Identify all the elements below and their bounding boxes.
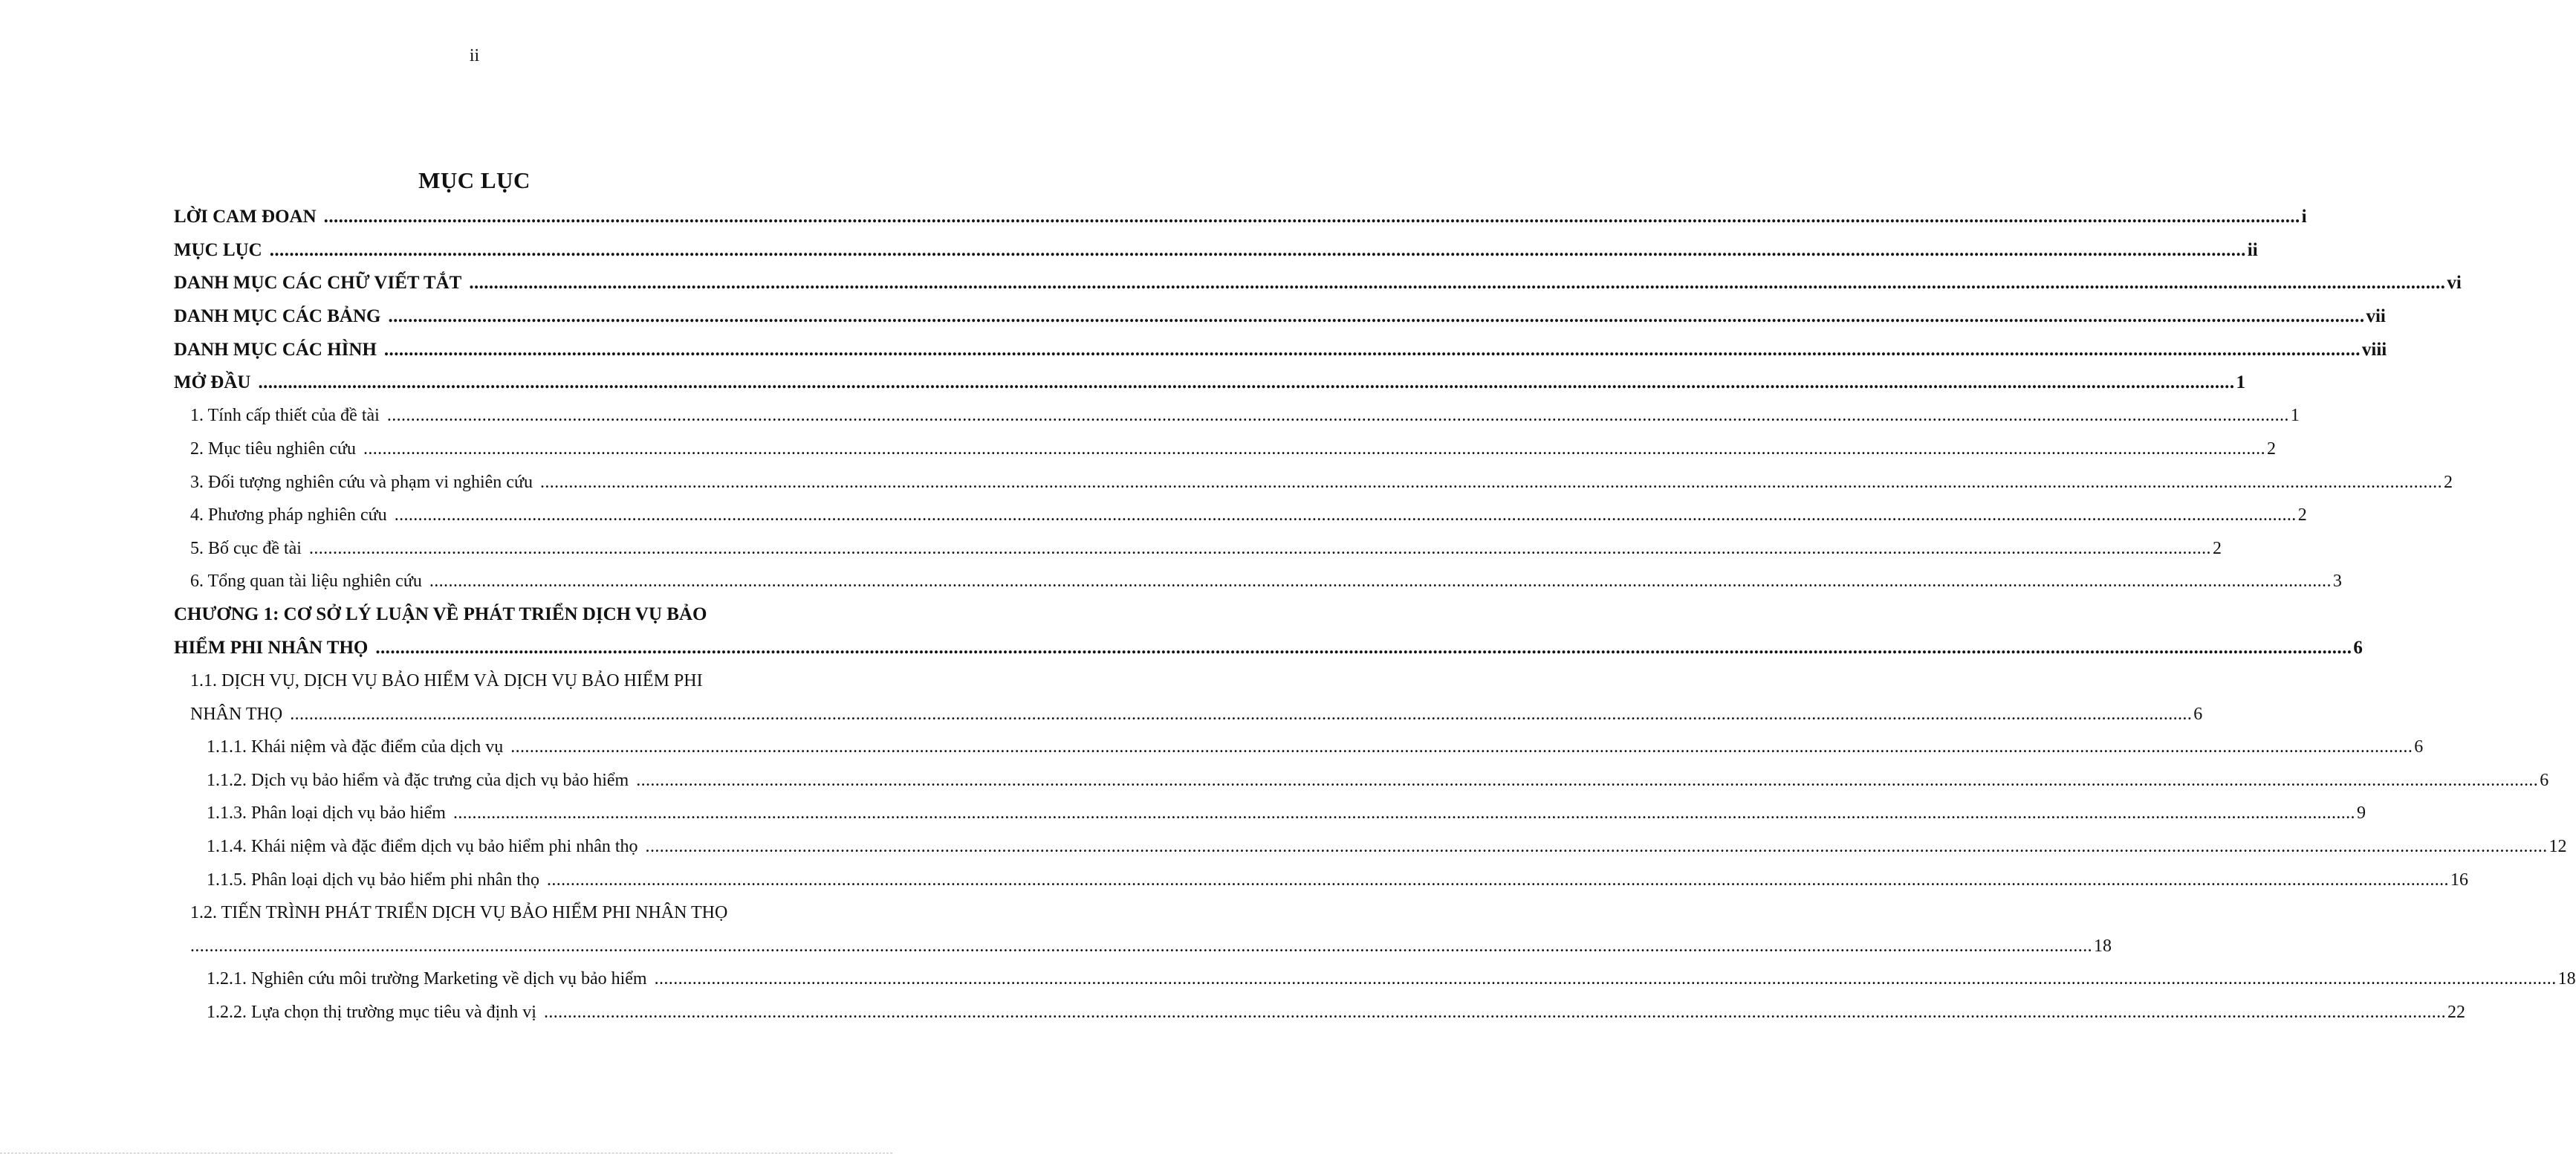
toc-dot-leader: ................................................................................................................................................................................................................................................................................................................................................................................................................ <box>539 472 2442 492</box>
toc-entry-page: i <box>2301 207 2307 227</box>
toc-entry[interactable] <box>174 466 2453 499</box>
toc-dot-leader: ................................................................................................................................................................................................................................................................................................................................................................................................................ <box>363 439 2265 459</box>
toc-dot-leader: ................................................................................................................................................................................................................................................................................................................................................................................................................ <box>323 207 2300 227</box>
toc-entry-page: 2 <box>2297 505 2307 525</box>
toc-dot-leader: ................................................................................................................................................................................................................................................................................................................................................................................................................ <box>452 803 2355 824</box>
toc-dot-leader: ................................................................................................................................................................................................................................................................................................................................................................................................................ <box>546 870 2449 890</box>
toc-dot-leader: ................................................................................................................................................................................................................................................................................................................................................................................................................ <box>290 704 2193 724</box>
page-number: ii <box>469 46 480 65</box>
toc-entry-page: 6 <box>2540 770 2549 790</box>
toc-entry-label: DANH MỤC CÁC BẢNG <box>174 306 381 327</box>
toc-entry-label: 1.2.1. Nghiên cứu môi trường Marketing về dịch vụ bảo hiểm <box>207 969 647 989</box>
toc-entry-page: 6 <box>2414 737 2424 757</box>
toc-entry-page: vii <box>2366 306 2386 327</box>
toc-entry-label: 3. Đối tượng nghiên cứu và phạm vi nghiên cứu <box>190 472 533 492</box>
toc-entry[interactable] <box>174 963 2576 997</box>
toc-entry[interactable] <box>174 896 776 930</box>
toc-entry[interactable] <box>174 798 2366 831</box>
toc-entry[interactable] <box>174 698 2203 731</box>
toc-dot-leader: ................................................................................................................................................................................................................................................................................................................................................................................................................ <box>645 837 2548 857</box>
toc-entry-label: 1.1.4. Khái niệm và đặc điểm dịch vụ bảo hiểm phi nhân thọ <box>207 837 638 857</box>
toc-entry-label: 1.2.2. Lựa chọn thị trường mục tiêu và định vị <box>207 1003 536 1023</box>
toc-entry-label: 4. Phương pháp nghiên cứu <box>190 505 387 525</box>
toc-entry[interactable] <box>174 366 2245 400</box>
toc-entry-page: 1 <box>2290 406 2300 426</box>
toc-entry-page: 2 <box>2212 538 2222 558</box>
toc-entry-label: HIỂM PHI NHÂN THỌ <box>174 638 369 659</box>
toc-entry[interactable] <box>174 234 2258 268</box>
toc-dot-leader: ................................................................................................................................................................................................................................................................................................................................................................................................................ <box>388 306 2365 327</box>
toc-entry-page: 1 <box>2236 372 2245 393</box>
toc-dot-leader: ................................................................................................................................................................................................................................................................................................................................................................................................................ <box>654 969 2557 989</box>
toc-entry-label: DANH MỤC CÁC CHỮ VIẾT TẮT <box>174 273 462 294</box>
toc-entry-label: MỤC LỤC <box>174 239 262 260</box>
toc-entry-label: 1.1.1. Khái niệm và đặc điểm của dịch vụ <box>207 737 504 757</box>
toc-entry-label: DANH MỤC CÁC HÌNH <box>174 339 377 360</box>
page-bottom-rule <box>0 1153 892 1154</box>
toc-entry-label: LỜI CAM ĐOAN <box>174 207 317 227</box>
toc-entry[interactable] <box>174 566 2342 599</box>
toc-entry-page: viii <box>2361 339 2387 360</box>
toc-dot-leader: ................................................................................................................................................................................................................................................................................................................................................................................................................ <box>386 406 2289 426</box>
toc-entry-label: 5. Bố cục đề tài <box>190 538 302 558</box>
toc-entry[interactable] <box>174 400 2300 433</box>
toc-entry[interactable] <box>174 632 2363 665</box>
toc-entry-page: 3 <box>2332 572 2342 592</box>
toc-entry-page: 18 <box>2557 969 2576 989</box>
toc-entry[interactable] <box>174 333 2387 366</box>
toc-entry-page: 6 <box>2193 704 2203 724</box>
toc-dot-leader: ................................................................................................................................................................................................................................................................................................................................................................................................................ <box>394 505 2297 525</box>
toc-entry-page: 9 <box>2356 803 2366 824</box>
toc-entry-label: 1.1.3. Phân loại dịch vụ bảo hiểm <box>207 803 446 824</box>
toc-entry[interactable] <box>174 930 2112 963</box>
toc-entry[interactable] <box>174 433 2276 466</box>
toc-dot-leader: ................................................................................................................................................................................................................................................................................................................................................................................................................ <box>469 273 2446 294</box>
toc-entry[interactable] <box>174 731 2424 765</box>
toc-dot-leader: ................................................................................................................................................................................................................................................................................................................................................................................................................ <box>308 538 2211 558</box>
toc-entry[interactable] <box>174 598 776 632</box>
toc-entry-page: 2 <box>2443 472 2453 492</box>
toc-dot-leader: ................................................................................................................................................................................................................................................................................................................................................................................................................ <box>258 372 2235 393</box>
toc-entry[interactable] <box>174 830 2567 864</box>
toc-entry-label: CHƯƠNG 1: CƠ SỞ LÝ LUẬN VỀ PHÁT TRIỂN DỊCH VỤ BẢO <box>174 604 707 625</box>
toc-entry[interactable] <box>174 764 2549 798</box>
toc-entry-label: 1.1. DỊCH VỤ, DỊCH VỤ BẢO HIỂM VÀ DỊCH VỤ BẢO HIỂM PHI <box>190 671 703 691</box>
toc-entry-page: vi <box>2447 273 2462 294</box>
toc-entry-label: 1. Tính cấp thiết của đề tài <box>190 406 380 426</box>
toc-dot-leader: ................................................................................................................................................................................................................................................................................................................................................................................................................ <box>269 239 2246 260</box>
toc-entry[interactable] <box>174 996 2465 1029</box>
toc-entry[interactable] <box>174 532 2222 566</box>
toc-dot-leader: ................................................................................................................................................................................................................................................................................................................................................................................................................ <box>543 1003 2446 1023</box>
toc-entry-page: 6 <box>2353 638 2363 659</box>
toc-entry[interactable] <box>174 300 2386 334</box>
toc-entry-page: 18 <box>2094 936 2112 956</box>
toc-entry[interactable] <box>174 499 2307 532</box>
toc-entry-page: ii <box>2247 239 2258 260</box>
toc-entry-label: 2. Mục tiêu nghiên cứu <box>190 439 356 459</box>
toc-dot-leader: ................................................................................................................................................................................................................................................................................................................................................................................................................ <box>636 770 2539 790</box>
toc-entry-page: 16 <box>2450 870 2468 890</box>
toc-dot-leader: ................................................................................................................................................................................................................................................................................................................................................................................................................ <box>383 339 2361 360</box>
toc-entry-page: 12 <box>2549 837 2567 857</box>
toc-entry-page: 2 <box>2266 439 2276 459</box>
toc-dot-leader: ................................................................................................................................................................................................................................................................................................................................................................................................................ <box>510 737 2413 757</box>
toc-entry[interactable] <box>174 864 2468 897</box>
toc-entry-label: 1.2. TIẾN TRÌNH PHÁT TRIỂN DỊCH VỤ BẢO HIỂM PHI NHÂN THỌ <box>190 903 728 923</box>
toc-entry-label: MỞ ĐẦU <box>174 372 251 393</box>
toc-dot-leader: ................................................................................................................................................................................................................................................................................................................................................................................................................ <box>190 936 2092 956</box>
toc-entry-label: 1.1.2. Dịch vụ bảo hiểm và đặc trưng của dịch vụ bảo hiểm <box>207 770 629 790</box>
toc-entry[interactable] <box>174 664 776 698</box>
toc-dot-leader: ................................................................................................................................................................................................................................................................................................................................................................................................................ <box>429 572 2332 592</box>
toc-entry[interactable] <box>174 267 2462 300</box>
toc-entry-label: 6. Tổng quan tài liệu nghiên cứu <box>190 572 422 592</box>
toc-entry-page: 22 <box>2447 1003 2465 1023</box>
toc-entry-label: 1.1.5. Phân loại dịch vụ bảo hiểm phi nhân thọ <box>207 870 539 890</box>
table-of-contents <box>174 201 2576 1029</box>
toc-entry[interactable] <box>174 201 2307 234</box>
toc-dot-leader: ................................................................................................................................................................................................................................................................................................................................................................................................................ <box>375 638 2352 659</box>
toc-entry-label: NHÂN THỌ <box>190 704 283 724</box>
page-title: MỤC LỤC <box>418 167 531 193</box>
